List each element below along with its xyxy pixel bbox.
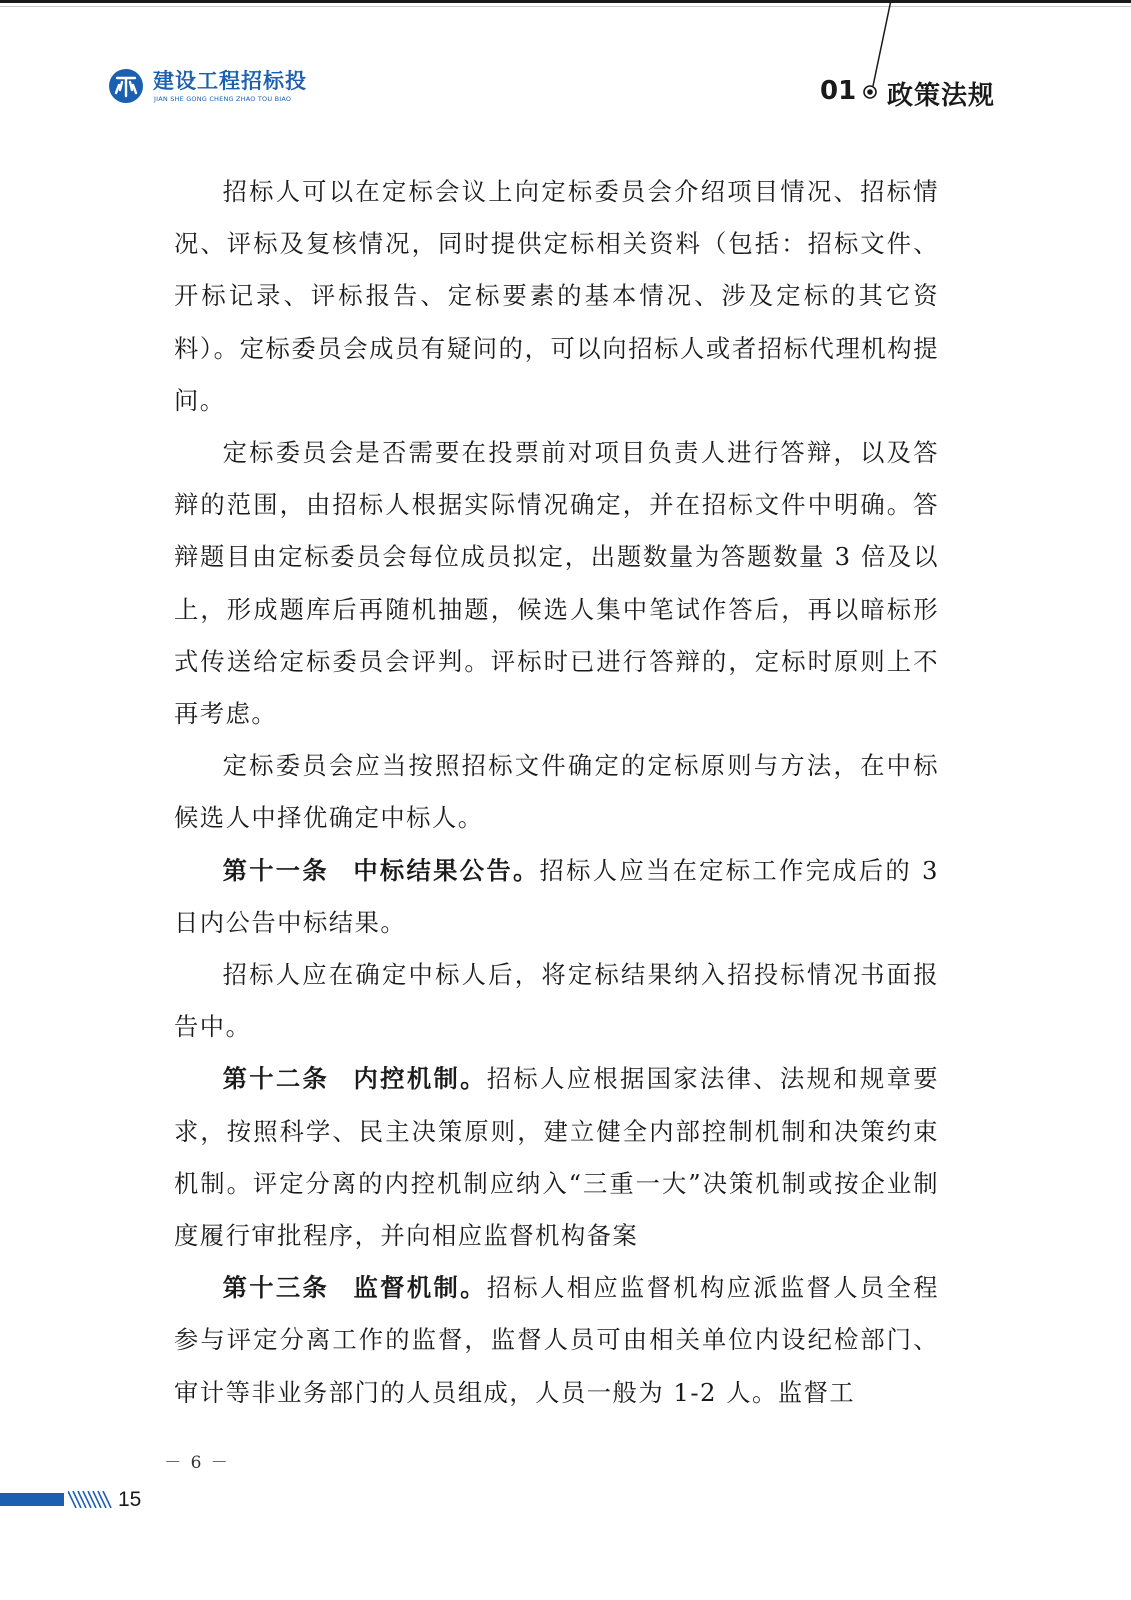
article-12 bbox=[174, 1053, 939, 1262]
article-12-topic: 内控机制。 bbox=[353, 1064, 487, 1094]
brand-subtitle: JIAN SHE GONG CHENG ZHAO TOU BIAO bbox=[154, 95, 292, 103]
paragraph-intro: 招标人可以在定标会议上向定标委员会介绍项目情况、招标情况、评标及复核情况，同时提供定标相关资料（包括：招标文件、开标记录、评标报告、定标要素的基本情况、涉及定标的其它资料）。定标委员会成员有疑问的，可以向招标人或者招标代理机构提问。 bbox=[174, 177, 939, 415]
article-12-title: 第十二条 bbox=[222, 1064, 330, 1094]
section-title: 政策法规 bbox=[887, 81, 996, 111]
section-number: 01 bbox=[820, 76, 857, 106]
paragraph-report: 招标人应在确定中标人后，将定标结果纳入招投标情况书面报告中。 bbox=[174, 960, 939, 1042]
footer-stripes-icon bbox=[68, 1491, 112, 1508]
paragraph-selection: 定标委员会应当按照招标文件确定的定标原则与方法，在中标候选人中择优确定中标人。 bbox=[174, 751, 939, 833]
page-number: 15 bbox=[118, 1488, 142, 1511]
article-13-text: 招标人相应监督机构应派监督人员全程参与评定分离工作的监督，监督人员可由相关单位内设纪检部门、审计等非业务部门的人员组成，人员一般为 1-2 人。监督工 bbox=[174, 1273, 940, 1407]
section-marker-icon bbox=[862, 84, 878, 100]
article-11-text: 招标人应当在定标工作完成后的 3 日内公告中标结果。 bbox=[174, 855, 939, 937]
paragraph-defense: 定标委员会是否需要在投票前对项目负责人进行答辩，以及答辩的范围，由招标人根据实际情况确定，并在招标文件中明确。答辩题目由定标委员会每位成员拟定，出题数量为答题数量 3 倍及以上，形成题库后再随机抽题，候选人集中笔试作答后，再以暗标形式传送给定标委员会评判。评标时已进行答辩的，定标时原则上不再考虑。 bbox=[174, 438, 939, 729]
article-11 bbox=[174, 845, 939, 949]
article-13 bbox=[174, 1262, 939, 1419]
article-11-topic: 中标结果公告。 bbox=[353, 855, 540, 885]
brand-logo-icon bbox=[108, 68, 144, 104]
inner-page-number: － 6 － bbox=[164, 1453, 230, 1473]
article-13-title: 第十三条 bbox=[222, 1273, 330, 1303]
article-11-title: 第十一条 bbox=[222, 855, 330, 885]
article-12-text: 招标人应根据国家法律、法规和规章要求，按照科学、民主决策原则，建立健全内部控制机制和决策约束机制。评定分离的内控机制应纳入“三重一大”决策机制或按企业制度履行审批程序，并向相应监督机构备案 bbox=[174, 1064, 940, 1251]
article-13-topic: 监督机制。 bbox=[353, 1273, 487, 1303]
brand-title: 建设工程招标投 bbox=[153, 69, 307, 93]
footer-bar bbox=[0, 1493, 64, 1506]
document-body bbox=[174, 166, 939, 1419]
